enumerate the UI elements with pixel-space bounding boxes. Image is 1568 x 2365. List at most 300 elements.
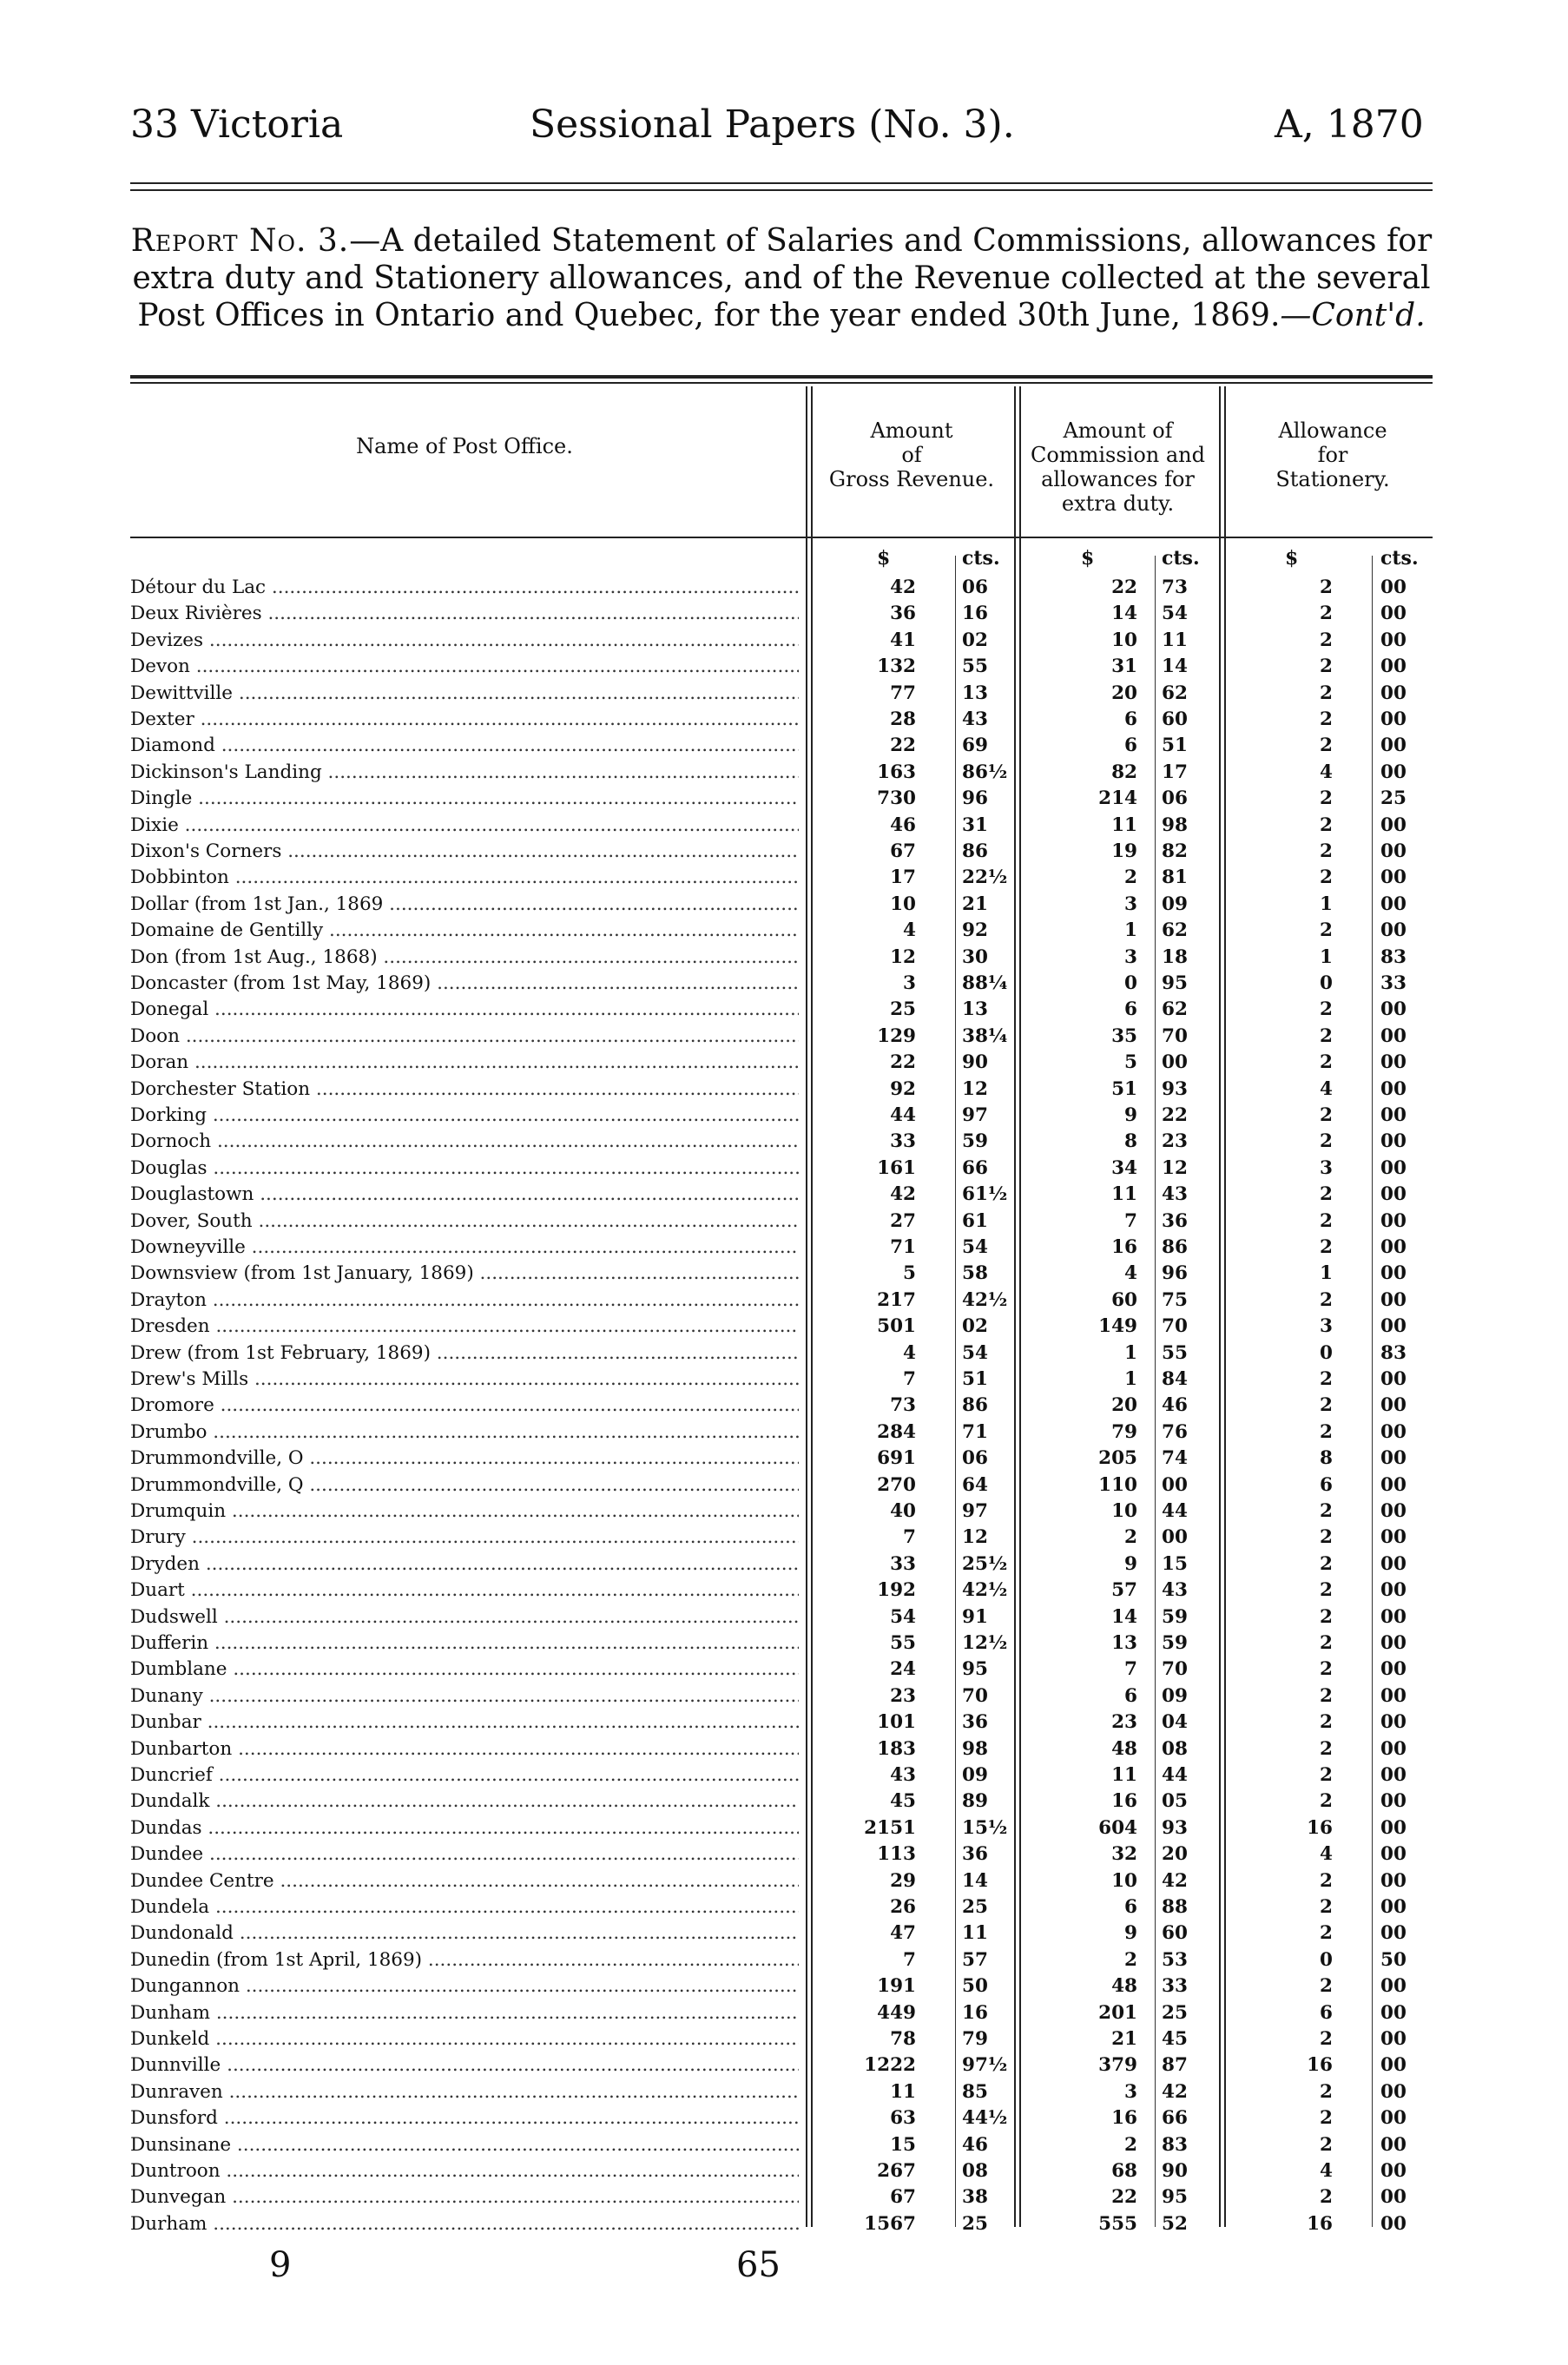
gross-revenue-cents: 66 xyxy=(962,1156,988,1179)
table-row xyxy=(0,786,1568,812)
stationery-dollars: 2 xyxy=(1320,1526,1333,1549)
gross-revenue-dollars: 33 xyxy=(890,1552,916,1575)
commission-dollars: 6 xyxy=(1124,708,1137,730)
commission-cents: 43 xyxy=(1162,1183,1188,1206)
post-office-name: Dewittville ..... xyxy=(130,681,799,707)
stationery-dollars: 1 xyxy=(1320,945,1333,968)
post-office-name: Dunbarton ..... xyxy=(130,1736,799,1762)
commission-dollars: 6 xyxy=(1124,735,1137,757)
gross-revenue-cents: 44½ xyxy=(962,2107,1008,2130)
gross-revenue-cents: 70 xyxy=(962,1684,988,1707)
commission-cents: 95 xyxy=(1162,2186,1188,2209)
column-header-rule xyxy=(130,537,1433,538)
commission-dollars: 2 xyxy=(1124,1526,1137,1549)
stationery-cents: 00 xyxy=(1380,1394,1407,1417)
commission-cents: 60 xyxy=(1162,1922,1188,1945)
stationery-dollars: 2 xyxy=(1320,708,1333,730)
stationery-cents: 00 xyxy=(1380,1896,1407,1918)
commission-dollars: 5 xyxy=(1124,1051,1137,1074)
commission-dollars: 16 xyxy=(1111,1790,1137,1813)
commission-cents: 62 xyxy=(1162,682,1188,704)
table-row xyxy=(0,2026,1568,2052)
stationery-dollars: 2 xyxy=(1320,1790,1333,1813)
stationery-cents: 00 xyxy=(1380,998,1407,1021)
commission-dollars: 3 xyxy=(1124,893,1137,915)
gross-revenue-dollars: 183 xyxy=(877,1737,916,1760)
gross-revenue-dollars: 163 xyxy=(877,761,916,783)
gross-revenue-cents: 92 xyxy=(962,919,988,942)
gross-revenue-dollars: 77 xyxy=(890,682,916,704)
stationery-dollars: 2 xyxy=(1320,1130,1333,1153)
stationery-dollars: 2 xyxy=(1320,1420,1333,1443)
table-row xyxy=(0,1683,1568,1710)
commission-cents: 00 xyxy=(1162,1473,1188,1496)
gross-revenue-dollars: 449 xyxy=(877,2001,916,2024)
stationery-dollars: 2 xyxy=(1320,1922,1333,1945)
table-row xyxy=(0,2184,1568,2210)
gross-revenue-dollars: 4 xyxy=(903,1341,916,1364)
stationery-dollars: 2 xyxy=(1320,1896,1333,1918)
gross-revenue-dollars: 24 xyxy=(890,1658,916,1681)
commission-cents: 66 xyxy=(1162,2107,1188,2130)
commission-dollars: 555 xyxy=(1098,2212,1137,2235)
post-office-name: Drew's Mills ..... xyxy=(130,1367,799,1393)
post-office-name: Devizes ..... xyxy=(130,628,799,654)
gross-revenue-dollars: 25 xyxy=(890,998,916,1021)
commission-cents: 05 xyxy=(1162,1790,1188,1813)
gross-revenue-cents: 42½ xyxy=(962,1579,1008,1602)
gross-revenue-cents: 97 xyxy=(962,1500,988,1522)
commission-cents: 62 xyxy=(1162,919,1188,942)
stationery-cents: 00 xyxy=(1380,735,1407,757)
commission-cents: 81 xyxy=(1162,866,1188,889)
stationery-cents: 00 xyxy=(1380,1288,1407,1311)
post-office-name: Deux Rivières ..... xyxy=(130,601,799,627)
stationery-dollars: 6 xyxy=(1320,2001,1333,2024)
stationery-cents: 00 xyxy=(1380,1077,1407,1100)
commission-cents: 59 xyxy=(1162,1632,1188,1654)
gross-revenue-dollars: 15 xyxy=(890,2133,916,2156)
stationery-cents: 00 xyxy=(1380,1447,1407,1470)
commission-dollars: 14 xyxy=(1111,603,1137,625)
commission-dollars: 11 xyxy=(1111,1764,1137,1786)
commission-dollars: 82 xyxy=(1111,761,1137,783)
stationery-dollars: 0 xyxy=(1320,972,1333,994)
stationery-cents: 00 xyxy=(1380,2080,1407,2103)
gross-revenue-cents: 61½ xyxy=(962,1183,1008,1206)
post-office-name: Dundee Centre ..... xyxy=(130,1868,799,1894)
post-office-name: Dixon's Corners ..... xyxy=(130,839,799,865)
gross-revenue-cents: 91 xyxy=(962,1605,988,1628)
post-office-name: Dundee ..... xyxy=(130,1841,799,1868)
report-title xyxy=(130,222,1433,334)
table-row xyxy=(0,1499,1568,1525)
commission-dollars: 21 xyxy=(1111,2028,1137,2050)
commission-dollars: 3 xyxy=(1124,2080,1137,2103)
gross-revenue-cents: 13 xyxy=(962,682,988,704)
stationery-cents: 00 xyxy=(1380,840,1407,862)
post-office-name: Douglastown ..... xyxy=(130,1182,799,1208)
gross-revenue-cents: 25 xyxy=(962,1896,988,1918)
gross-revenue-cents: 12 xyxy=(962,1526,988,1549)
commission-dollars: 79 xyxy=(1111,1420,1137,1443)
gross-revenue-dollars: 101 xyxy=(877,1711,916,1734)
stationery-cents-label: cts. xyxy=(1380,547,1419,570)
commission-dollars: 11 xyxy=(1111,1183,1137,1206)
commission-cents: 36 xyxy=(1162,1209,1188,1232)
stationery-dollars: 4 xyxy=(1320,1843,1333,1866)
gross-revenue-cents: 55 xyxy=(962,655,988,678)
commission-dollars: 604 xyxy=(1098,1816,1137,1839)
table-row xyxy=(0,1156,1568,1182)
post-office-name: Drummondville, O ..... xyxy=(130,1446,799,1472)
commission-dollars: 9 xyxy=(1124,1552,1137,1575)
gross-revenue-dollars: 17 xyxy=(890,866,916,889)
stationery-dollars: 2 xyxy=(1320,998,1333,1021)
commission-dollars: 11 xyxy=(1111,814,1137,836)
gross-revenue-dollars: 42 xyxy=(890,576,916,598)
commission-cents: 74 xyxy=(1162,1447,1188,1470)
commission-cents: 12 xyxy=(1162,1156,1188,1179)
commission-dollars: 6 xyxy=(1124,1684,1137,1707)
gross-revenue-cents: 31 xyxy=(962,814,988,836)
table-row xyxy=(0,918,1568,944)
post-office-name: Doon ..... xyxy=(130,1024,799,1050)
stationery-dollars: 4 xyxy=(1320,1077,1333,1100)
gross-revenue-dollars: 10 xyxy=(890,893,916,915)
stationery-cents: 00 xyxy=(1380,1579,1407,1602)
stationery-cents: 00 xyxy=(1380,919,1407,942)
gross-revenue-dollars: 27 xyxy=(890,1209,916,1232)
gross-revenue-dollars: 132 xyxy=(877,655,916,678)
header-year: A, 1870 xyxy=(1275,102,1424,147)
gross-revenue-cents: 15½ xyxy=(962,1816,1008,1839)
post-office-name: Dunham ..... xyxy=(130,2000,799,2026)
stationery-dollars: 2 xyxy=(1320,787,1333,810)
commission-dollars: 7 xyxy=(1124,1658,1137,1681)
stationery-dollars: 2 xyxy=(1320,1975,1333,1998)
gross-revenue-cents: 36 xyxy=(962,1843,988,1866)
commission-dollars: 19 xyxy=(1111,840,1137,862)
gross-revenue-dollars: 1222 xyxy=(864,2054,916,2077)
stationery-dollars: 16 xyxy=(1307,1816,1333,1839)
post-office-name: Dunnville ..... xyxy=(130,2052,799,2078)
commission-cents: 45 xyxy=(1162,2028,1188,2050)
table-row xyxy=(0,1868,1568,1894)
commission-dollar-sign: $ xyxy=(1081,547,1095,570)
gross-revenue-cents: 71 xyxy=(962,1420,988,1443)
post-office-name: Dollar (from 1st Jan., 1869 ..... xyxy=(130,892,799,918)
commission-dollars: 1 xyxy=(1124,1341,1137,1364)
table-row xyxy=(0,1209,1568,1235)
stationery-dollars: 2 xyxy=(1320,1104,1333,1126)
gross-revenue-cents: 11 xyxy=(962,1922,988,1945)
gross-revenue-dollars: 42 xyxy=(890,1183,916,1206)
post-office-name: Dunany ..... xyxy=(130,1683,799,1710)
commission-dollars: 57 xyxy=(1111,1579,1137,1602)
table-row xyxy=(0,1129,1568,1155)
table-row xyxy=(0,654,1568,680)
table-row xyxy=(0,2052,1568,2078)
table-row xyxy=(0,1604,1568,1630)
gross-revenue-dollars: 7 xyxy=(903,1948,916,1971)
post-office-name: Devon ..... xyxy=(130,654,799,680)
commission-cents: 09 xyxy=(1162,893,1188,915)
commission-dollars: 34 xyxy=(1111,1156,1137,1179)
report-label: Report No. 3. xyxy=(130,223,350,259)
commission-cents: 06 xyxy=(1162,787,1188,810)
table-row xyxy=(0,575,1568,601)
commission-dollars: 16 xyxy=(1111,2107,1137,2130)
commission-cents: 09 xyxy=(1162,1684,1188,1707)
stationery-cents: 00 xyxy=(1380,1764,1407,1786)
post-office-name: Domaine de Gentilly ..... xyxy=(130,918,799,944)
gross-revenue-cents: 95 xyxy=(962,1658,988,1681)
commission-dollars: 23 xyxy=(1111,1711,1137,1734)
stationery-cents: 00 xyxy=(1380,655,1407,678)
stationery-dollars: 2 xyxy=(1320,2080,1333,2103)
gross-revenue-dollars: 55 xyxy=(890,1632,916,1654)
commission-cents: 60 xyxy=(1162,708,1188,730)
stationery-cents: 00 xyxy=(1380,2133,1407,2156)
commission-cents: 96 xyxy=(1162,1262,1188,1285)
table-row xyxy=(0,1367,1568,1393)
post-office-name: Dufferin ..... xyxy=(130,1630,799,1657)
gross-revenue-cents: 51 xyxy=(962,1368,988,1390)
stationery-cents: 00 xyxy=(1380,682,1407,704)
post-office-name: Dromore ..... xyxy=(130,1393,799,1419)
gross-revenue-cents: 50 xyxy=(962,1975,988,1998)
post-office-name: Dundalk ..... xyxy=(130,1789,799,1815)
report-description: —A detailed Statement of Salaries and Commissions, allowances for extra duty and Stationery allowances, and of the Revenue collected at the several Post Offices in Ontario and Quebec, for the year ended 30th June, 1869. xyxy=(132,223,1433,333)
stationery-dollars: 2 xyxy=(1320,1658,1333,1681)
commission-dollars: 201 xyxy=(1098,2001,1137,2024)
table-row xyxy=(0,1446,1568,1472)
stationery-cents: 00 xyxy=(1380,1526,1407,1549)
post-office-name: Drumbo ..... xyxy=(130,1420,799,1446)
post-office-name: Downeyville ..... xyxy=(130,1235,799,1261)
commission-cents: 93 xyxy=(1162,1816,1188,1839)
stationery-dollar-sign: $ xyxy=(1285,547,1299,570)
stationery-dollars: 2 xyxy=(1320,866,1333,889)
stationery-dollars: 8 xyxy=(1320,1447,1333,1470)
gross-revenue-cents: 97 xyxy=(962,1104,988,1126)
gross-revenue-cents: 96 xyxy=(962,787,988,810)
gross-revenue-dollars: 161 xyxy=(877,1156,916,1179)
gross-revenue-dollars: 67 xyxy=(890,840,916,862)
gross-revenue-cents: 85 xyxy=(962,2080,988,2103)
stationery-cents: 00 xyxy=(1380,1024,1407,1047)
stationery-cents: 00 xyxy=(1380,866,1407,889)
stationery-dollars: 0 xyxy=(1320,1341,1333,1364)
commission-cents: 33 xyxy=(1162,1975,1188,1998)
gross-revenue-cents: 12 xyxy=(962,1077,988,1100)
commission-cents: 98 xyxy=(1162,814,1188,836)
gross-revenue-dollars: 67 xyxy=(890,2186,916,2209)
gross-revenue-cents: 38¼ xyxy=(962,1024,1008,1047)
table-row xyxy=(0,971,1568,997)
gross-revenue-dollars: 191 xyxy=(877,1975,916,1998)
stationery-cents: 00 xyxy=(1380,1130,1407,1153)
table-row xyxy=(0,1657,1568,1683)
stationery-dollars: 2 xyxy=(1320,1288,1333,1311)
commission-cents: 20 xyxy=(1162,1843,1188,1866)
gross-revenue-dollars: 28 xyxy=(890,708,916,730)
stationery-dollars: 2 xyxy=(1320,1209,1333,1232)
commission-cents: 86 xyxy=(1162,1236,1188,1258)
commission-cents: 18 xyxy=(1162,945,1188,968)
stationery-dollars: 2 xyxy=(1320,1737,1333,1760)
continued-mark: —Cont'd. xyxy=(1280,298,1426,333)
gross-revenue-dollars: 270 xyxy=(877,1473,916,1496)
stationery-cents: 00 xyxy=(1380,2001,1407,2024)
commission-dollars: 7 xyxy=(1124,1209,1137,1232)
stationery-dollars: 2 xyxy=(1320,1051,1333,1074)
post-office-name: Dunedin (from 1st April, 1869) ..... xyxy=(130,1947,799,1973)
commission-dollars: 35 xyxy=(1111,1024,1137,1047)
commission-cents: 93 xyxy=(1162,1077,1188,1100)
commission-dollars: 6 xyxy=(1124,998,1137,1021)
gross-revenue-dollars: 2151 xyxy=(864,1816,916,1839)
post-office-name: Duart ..... xyxy=(130,1578,799,1604)
gross-revenue-cents: 25½ xyxy=(962,1552,1008,1575)
gross-revenue-dollars: 63 xyxy=(890,2107,916,2130)
gross-revenue-dollars: 29 xyxy=(890,1869,916,1892)
table-row xyxy=(0,1103,1568,1129)
commission-cents: 42 xyxy=(1162,1869,1188,1892)
post-office-name: Duntroon ..... xyxy=(130,2158,799,2184)
commission-dollars: 1 xyxy=(1124,1368,1137,1390)
commission-cents: 42 xyxy=(1162,2080,1188,2103)
commission-cents: 00 xyxy=(1162,1051,1188,1074)
gross-revenue-cents: 54 xyxy=(962,1341,988,1364)
stationery-cents: 00 xyxy=(1380,1183,1407,1206)
gross-revenue-dollars: 192 xyxy=(877,1579,916,1602)
commission-dollars: 0 xyxy=(1124,972,1137,994)
commission-cents: 59 xyxy=(1162,1605,1188,1628)
stationery-dollars: 2 xyxy=(1320,840,1333,862)
commission-dollars: 2 xyxy=(1124,1948,1137,1971)
post-office-name: Dunvegan ..... xyxy=(130,2184,799,2210)
commission-dollars: 68 xyxy=(1111,2160,1137,2182)
table-row xyxy=(0,1710,1568,1736)
gross-revenue-cents: 43 xyxy=(962,708,988,730)
commission-cents: 17 xyxy=(1162,761,1188,783)
commission-dollars: 10 xyxy=(1111,629,1137,651)
gross-revenue-cents: 61 xyxy=(962,1209,988,1232)
commission-cents: 53 xyxy=(1162,1948,1188,1971)
gross-revenue-cents: 16 xyxy=(962,603,988,625)
commission-dollars: 149 xyxy=(1098,1315,1137,1338)
stationery-cents: 00 xyxy=(1380,1632,1407,1654)
stationery-cents: 00 xyxy=(1380,1236,1407,1258)
stationery-cents: 00 xyxy=(1380,1790,1407,1813)
stationery-cents: 00 xyxy=(1380,708,1407,730)
commission-dollars: 9 xyxy=(1124,1104,1137,1126)
gross-revenue-dollars: 36 xyxy=(890,603,916,625)
stationery-cents: 83 xyxy=(1380,945,1407,968)
post-office-name: Détour du Lac ..... xyxy=(130,575,799,601)
stationery-cents: 00 xyxy=(1380,1420,1407,1443)
commission-cents: 46 xyxy=(1162,1394,1188,1417)
gross-revenue-dollars: 33 xyxy=(890,1130,916,1153)
gross-revenue-dollars: 71 xyxy=(890,1236,916,1258)
table-row xyxy=(0,1947,1568,1973)
post-office-name: Dornoch ..... xyxy=(130,1129,799,1155)
post-office-name: Doran ..... xyxy=(130,1050,799,1076)
commission-cents: 00 xyxy=(1162,1526,1188,1549)
stationery-dollars: 0 xyxy=(1320,1948,1333,1971)
table-row xyxy=(0,1841,1568,1868)
table-row xyxy=(0,1920,1568,1947)
table-row xyxy=(0,2158,1568,2184)
gross-revenue-cents: 38 xyxy=(962,2186,988,2209)
table-row xyxy=(0,1630,1568,1657)
gross-revenue-cents: 36 xyxy=(962,1711,988,1734)
header-rule-2 xyxy=(130,189,1433,191)
stationery-cents: 00 xyxy=(1380,1737,1407,1760)
gross-revenue-dollars: 46 xyxy=(890,814,916,836)
commission-cents: 04 xyxy=(1162,1711,1188,1734)
post-office-name: Dundas ..... xyxy=(130,1815,799,1841)
gross-revenue-dollars: 3 xyxy=(903,972,916,994)
commission-dollars: 13 xyxy=(1111,1632,1137,1654)
stationery-dollars: 6 xyxy=(1320,1473,1333,1496)
stationery-cents: 00 xyxy=(1380,1843,1407,1866)
gross-revenue-dollars: 43 xyxy=(890,1764,916,1786)
gross-revenue-cents: 59 xyxy=(962,1130,988,1153)
post-office-name: Drury ..... xyxy=(130,1525,799,1551)
post-office-name: Dunsford ..... xyxy=(130,2105,799,2131)
stationery-cents: 00 xyxy=(1380,1473,1407,1496)
gross-revenue-cents: 86 xyxy=(962,840,988,862)
table-row xyxy=(0,2105,1568,2131)
gross-revenue-dollars: 5 xyxy=(903,1262,916,1285)
post-office-name: Dudswell ..... xyxy=(130,1604,799,1630)
commission-cents: 75 xyxy=(1162,1288,1188,1311)
commission-dollars: 8 xyxy=(1124,1130,1137,1153)
gross-revenue-cents: 98 xyxy=(962,1737,988,1760)
table-row xyxy=(0,813,1568,839)
gross-revenue-cents: 69 xyxy=(962,735,988,757)
post-office-name: Downsview (from 1st January, 1869) ..... xyxy=(130,1261,799,1287)
stationery-dollars: 2 xyxy=(1320,1394,1333,1417)
commission-cents: 84 xyxy=(1162,1368,1188,1390)
gross-revenue-dollars: 41 xyxy=(890,629,916,651)
gross-revenue-dollars: 267 xyxy=(877,2160,916,2182)
table-row xyxy=(0,1341,1568,1367)
commission-dollars: 4 xyxy=(1124,1262,1137,1285)
stationery-dollars: 2 xyxy=(1320,919,1333,942)
commission-dollars: 9 xyxy=(1124,1922,1137,1945)
post-office-name: Doncaster (from 1st May, 1869) ..... xyxy=(130,971,799,997)
table-row xyxy=(0,1050,1568,1076)
gross-revenue-dollars: 12 xyxy=(890,945,916,968)
table-row xyxy=(0,707,1568,733)
commission-dollars: 1 xyxy=(1124,919,1137,942)
post-office-name: Durham ..... xyxy=(130,2211,799,2237)
gross-revenue-cents: 97½ xyxy=(962,2054,1008,2077)
stationery-cents: 00 xyxy=(1380,1104,1407,1126)
stationery-dollars: 2 xyxy=(1320,2133,1333,2156)
stationery-cents: 00 xyxy=(1380,2212,1407,2235)
stationery-cents: 00 xyxy=(1380,1711,1407,1734)
gross-revenue-cents: 64 xyxy=(962,1473,988,1496)
table-row xyxy=(0,1815,1568,1841)
stationery-cents: 00 xyxy=(1380,1684,1407,1707)
table-row xyxy=(0,1525,1568,1551)
gross-cents-label: cts. xyxy=(962,547,1000,570)
